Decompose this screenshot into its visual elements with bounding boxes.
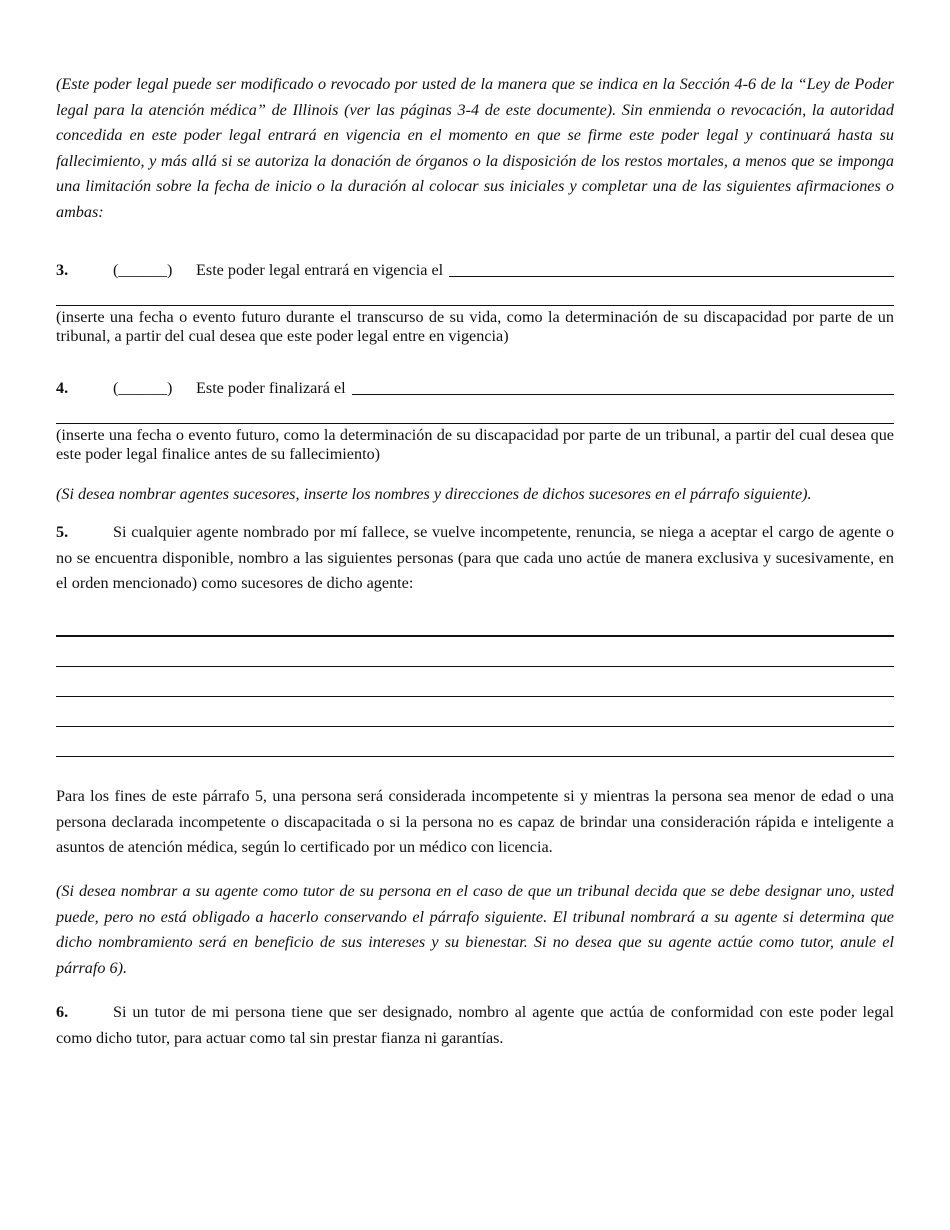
- item-4-row: [56, 376, 894, 398]
- item-3-text: Este poder legal entrará en vigencia el: [196, 261, 444, 279]
- item-4-date-field-line-2[interactable]: [56, 423, 894, 424]
- item-4-date-field[interactable]: [352, 393, 894, 395]
- item-3-date-field[interactable]: [449, 275, 894, 277]
- document-page: [56, 72, 894, 1047]
- successor-line-5[interactable]: [56, 756, 894, 757]
- item-3-number: 3.: [56, 261, 69, 279]
- item-4-instruction: (inserte una fecha o evento futuro, como la determinación de su discapacidad por parte de un tribunal, a partir del cual desea que este poder legal finalice antes de su fallecimiento): [56, 426, 894, 463]
- item-5-definition: Para los fines de este párrafo 5, una persona será considerada incompetente si y mientras la persona sea menor de edad o una persona declarada incompetente o discapacitada o si la persona no es capaz de brindar una consideración rápida e inteligente a asuntos de atención médica, según lo certificado por un médico con licencia.: [56, 787, 894, 857]
- item-4-number: 4.: [56, 379, 69, 397]
- guardian-note: (Si desea nombrar a su agente como tutor de su persona en el caso de que un tribunal decida que se debe designar uno, usted puede, pero no está obligado a hacerlo conservando el párrafo siguiente. El tribunal nombrará a su agente si determina que dicho nombramiento será en beneficio de sus intereses y su bienestar. Si no desea que su agente actúe como tutor, anule el párrafo 6).: [56, 882, 894, 977]
- successor-line-3[interactable]: [56, 696, 894, 697]
- item-5-number: 5.: [56, 523, 69, 541]
- item-4-initials-blank[interactable]: (______): [113, 379, 173, 397]
- item-3-instruction: (inserte una fecha o evento futuro durante el transcurso de su vida, como la determinación de su discapacidad por parte de un tribunal, a partir del cual desea que este poder legal entre en vigencia): [56, 308, 894, 345]
- item-6-number: 6.: [56, 1003, 69, 1021]
- item-3-row: [56, 258, 894, 280]
- successor-line-2[interactable]: [56, 666, 894, 667]
- item-4-text: Este poder finalizará el: [196, 379, 346, 397]
- successor-lines: [56, 635, 894, 786]
- item-6-paragraph: [56, 1000, 894, 1051]
- item-3-initials-blank[interactable]: (______): [113, 261, 173, 279]
- item-3-date-field-line-2[interactable]: [56, 305, 894, 306]
- item-6-text: Si un tutor de mi persona tiene que ser designado, nombro al agente que actúa de conformidad con este poder legal como dicho tutor, para actuar como tal sin prestar fianza ni garantías.: [56, 1003, 894, 1047]
- item-5-text: Si cualquier agente nombrado por mí fallece, se vuelve incompetente, renuncia, se niega a aceptar el cargo de agente o no se encuentra disponible, nombro a las siguientes personas (para que cada uno actúe de manera exclusiva y sucesivamente, en el orden mencionado) como sucesores de dicho agente:: [56, 523, 894, 593]
- item-5-paragraph: [56, 520, 894, 597]
- successor-line-1[interactable]: [56, 635, 894, 637]
- successor-note: (Si desea nombrar agentes sucesores, inserte los nombres y direcciones de dichos sucesores en el párrafo siguiente).: [56, 485, 812, 503]
- successor-line-4[interactable]: [56, 726, 894, 727]
- intro-note: (Este poder legal puede ser modificado o revocado por usted de la manera que se indica en la Sección 4-6 de la “Ley de Poder legal para la atención médica” de Illinois (ver las páginas 3-4 de este documente). Sin enmienda o revocación, la autoridad concedida en este poder legal entrará en vigencia en el momento en que se firme este poder legal y continuará hasta su fallecimiento, y más allá si se autoriza la donación de órganos o la disposición de los restos mortales, a menos que se imponga una limitación sobre la fecha de inicio o la duración al colocar sus iniciales y completar una de las siguientes afirmaciones o ambas:: [56, 75, 894, 221]
